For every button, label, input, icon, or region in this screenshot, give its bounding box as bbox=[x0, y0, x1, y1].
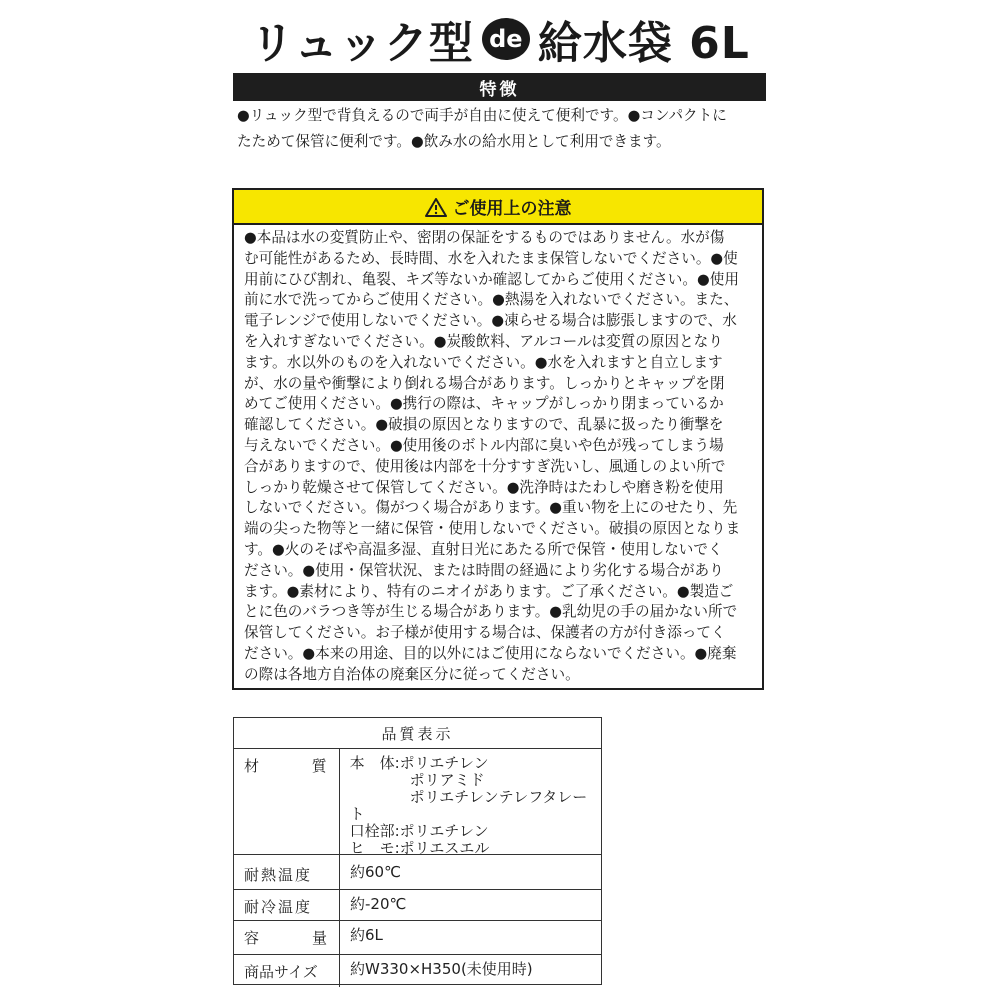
features-heading: 特徴 bbox=[233, 73, 766, 101]
table-row bbox=[234, 749, 601, 855]
features-text: ●リュック型で背負えるので両手が自由に使えて便利です。●コンパクトに たためて保管に便利です。●飲み水の給水用として利用できます。 bbox=[237, 107, 727, 150]
capacity-value: 約6L bbox=[350, 926, 383, 944]
quality-label-table bbox=[233, 717, 602, 985]
title-suffix: 給水袋 6L bbox=[537, 18, 750, 69]
capacity-label-b: 量 bbox=[311, 929, 327, 947]
quality-heading: 品質表示 bbox=[234, 718, 601, 749]
material-value: 本 体:ポリエチレン ポリアミド ポリエチレンテレフタレート 口栓部:ポリエチレン ヒ モ:ポリエスエル bbox=[349, 754, 588, 857]
size-value: 約W330×H350(未使用時) bbox=[350, 960, 533, 978]
capacity-label-a: 容 bbox=[244, 929, 260, 947]
title-prefix: リュック型 bbox=[250, 18, 474, 69]
cold-value: 約-20℃ bbox=[350, 895, 407, 913]
size-label: 商品サイズ bbox=[234, 955, 340, 987]
heat-value: 約60℃ bbox=[350, 863, 401, 881]
material-label bbox=[234, 749, 340, 854]
table-row bbox=[234, 955, 601, 987]
table-row bbox=[234, 921, 601, 955]
title-badge: de bbox=[482, 18, 530, 60]
warning-triangle-icon bbox=[425, 197, 447, 217]
caution-header bbox=[234, 190, 762, 225]
cold-label: 耐冷温度 bbox=[234, 890, 340, 920]
capacity-label bbox=[234, 921, 340, 954]
material-label-b: 質 bbox=[311, 757, 327, 775]
table-row bbox=[234, 855, 601, 890]
caution-box bbox=[232, 188, 764, 690]
material-label-a: 材 bbox=[244, 757, 260, 775]
table-row bbox=[234, 890, 601, 921]
heat-label: 耐熱温度 bbox=[234, 855, 340, 889]
caution-text: ●本品は水の変質防止や、密閉の保証をするものではありません。水が傷 む可能性があるため、長時間、水を入れたまま保管しないでください。●使 用前にひび割れ、亀裂、キズ等ないか確認してからご使用ください。●使用 前に水で洗ってからご使用ください。●熱湯を入れないでください。また、 電子レンジで使用しないでください。●凍らせる場合は膨張しますので、水 を入れすぎないでください。●炭酸飲料、アルコールは変質の原因となり ます。水以外のものを入れないでください。●水を入れますと自立します が、水の量や衝撃により倒れる場合があります。しっかりとキャップを閉 めてご使用ください。●携行の際は、キャップがしっかり閉まっているか 確認してください。●破損の原因となりますので、乱暴に扱ったり衝撃を 与えないでください。●使用後のボトル内部に臭いや色が残ってしまう場 合がありますので、使用後は内部を十分すすぎ洗いし、風通しのよい所で しっかり乾燥させて保管してください。●洗浄時はたわしや磨き粉を使用 しないでください。傷がつく場合があります。●重い物を上にのせたり、先 端の尖った物等と一緒に保管・使用しないでください。破損の原因となりま す。●火のそばや高温多湿、直射日光にあたる所で保管・使用しないでく ださい。●使用・保管状況、または時間の経過により劣化する場合があり ます。●素材により、特有のニオイがあります。ご了承ください。●製造ご とに色のバラつき等が生じる場合があります。●乳幼児の手の届かない所で 保管してください。お子様が使用する場合は、保護者の方が付き添ってく ださい。●本来の用途、目的以外にはご使用にならないでください。●廃棄 の際は各地方自治体の廃棄区分に従ってください。 bbox=[244, 229, 741, 683]
product-title bbox=[0, 8, 1000, 70]
caution-heading: ご使用上の注意 bbox=[452, 199, 572, 219]
